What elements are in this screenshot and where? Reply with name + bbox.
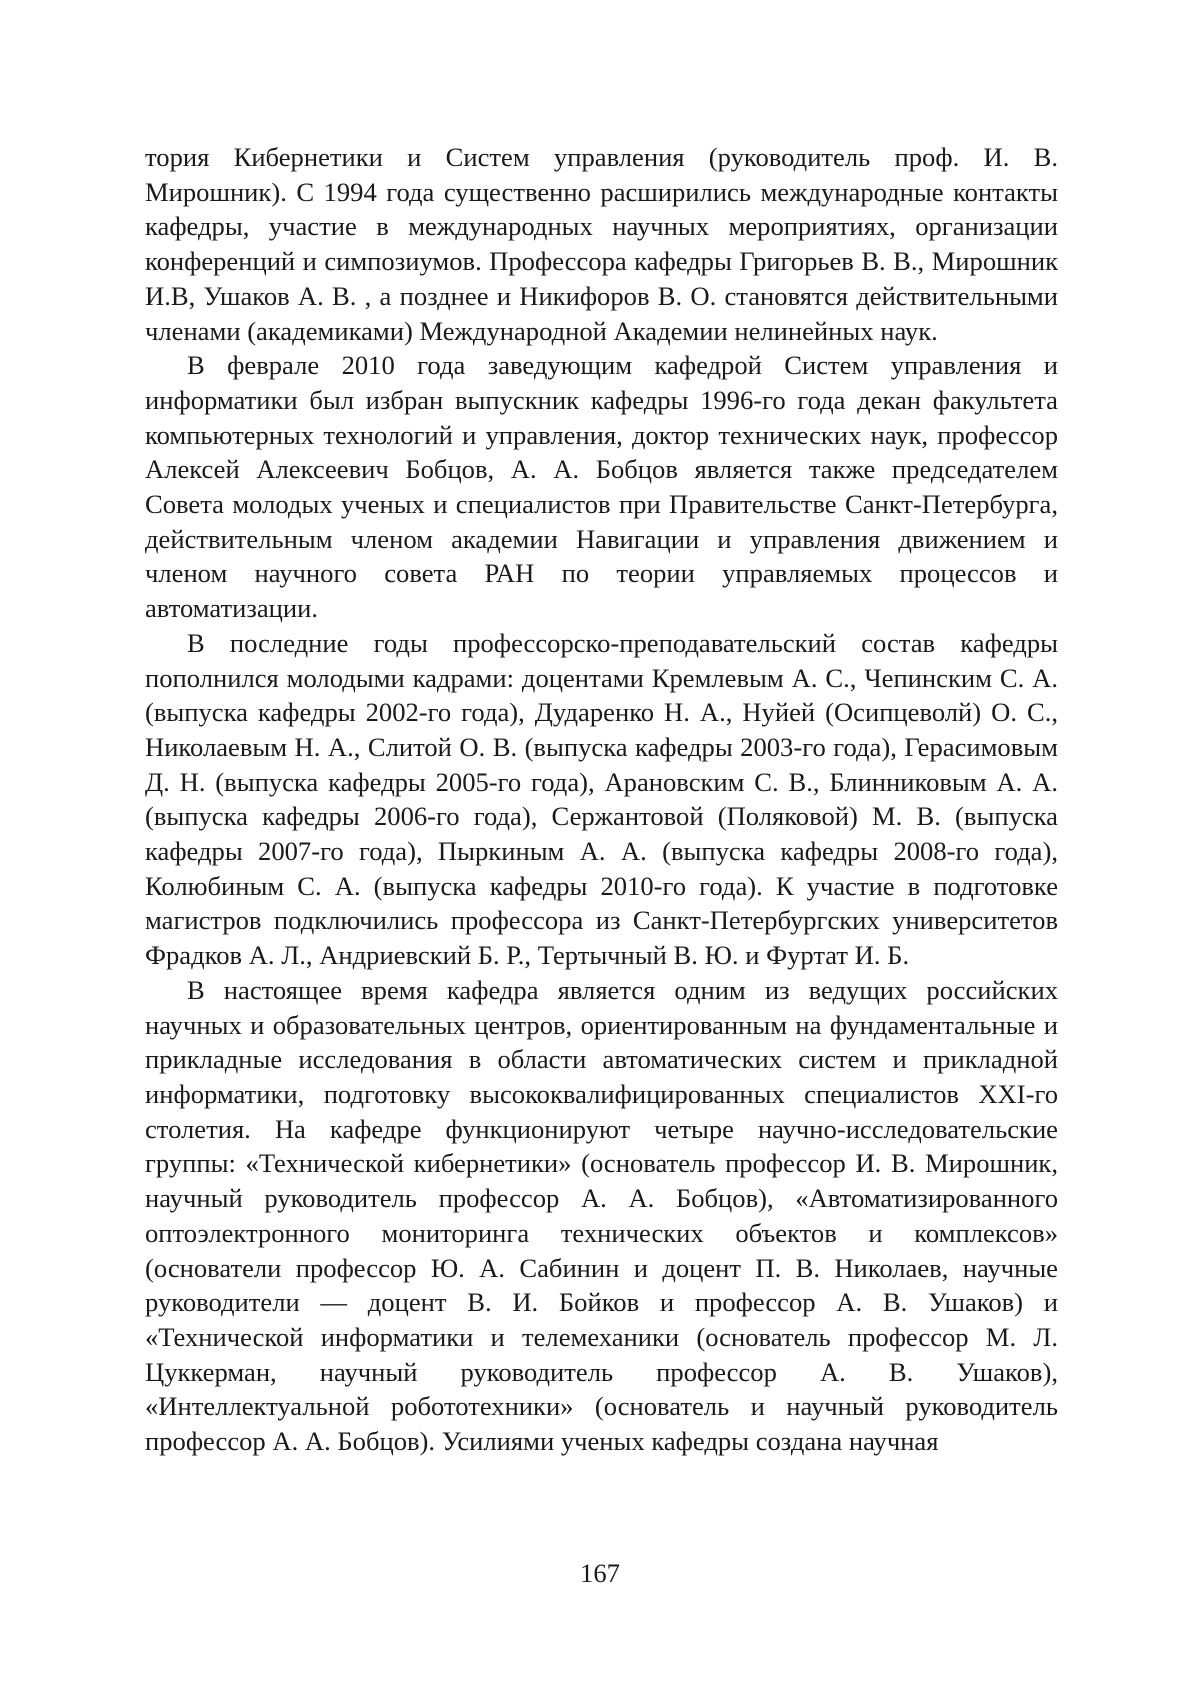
paragraph-young-staff: В последние годы профессорско-преподавательский состав кафедры пополнился молодыми кадрами: доцентами Кремлевым А. С., Чепинским С. А. (выпуска кафедры 2002-го года), Дударенко Н. А., Нуйей (Осипцеволй) О. С., Николаевым Н. А., Слитой О. В. (выпуска кафедры 2003-го года), Герасимовым Д. Н. (выпуска кафедры 2005-го года), Арановским С. В., Блинниковым А. А. (выпуска кафедры 2006-го года), Сержантовой (Поляковой) М. В. (выпуска кафедры 2007-го года), Пыркиным А. А. (выпуска кафедры 2008-го года), Колюбиным С. А. (выпуска кафедры 2010-го года). К участие в подготовке магистров подключились профессора из Санкт-Петербургских университетов Фрадков А. Л., Андриевский Б. Р., Тертычный В. Ю. и Фуртат И. Б. <box>145 627 1058 971</box>
paragraph-continuation: тория Кибернетики и Систем управления (руководитель проф. И. В. Мирошник). С 1994 года существенно расширились международные контакты кафедры, участие в международных научных мероприятиях, организации конференций и симпозиумов. Профессора кафедры Григорьев В. В., Мирошник И.В, Ушаков А. В. , а позднее и Никифоров В. О. становятся действительными членами (академиками) Международной Академии нелинейных наук. <box>145 142 1058 346</box>
page-number: 167 <box>580 1558 620 1588</box>
body-text <box>145 140 1058 1459</box>
paragraph-research-groups: В настоящее время кафедра является одним из ведущих российских научных и образовательных центров, ориентированным на фундаментальные и прикладные исследования в области автоматических систем и прикладной информатики, подготовку высококвалифицированных специалистов XXI-го столетия. На кафедре функционируют четыре научно-исследовательские группы: «Технической кибернетики» (основатель профессор И. В. Мирошник, научный руководитель профессор А. А. Бобцов), «Автоматизированного оптоэлектронного мониторинга технических объектов и комплексов» (основатели профессор Ю. А. Сабинин и доцент П. В. Николаев, научные руководители — доцент В. И. Бойков и профессор А. В. Ушаков) и «Технической информатики и телемеханики (основатель профессор М. Л. Цуккерман, научный руководитель профессор А. В. Ушаков), «Интеллектуальной робототехники» (основатель и научный руководитель профессор А. А. Бобцов). Усилиями ученых кафедры создана научная <box>145 974 1058 1457</box>
paragraph-2010-head-of-department: В феврале 2010 года заведующим кафедрой Систем управления и информатики был избран выпускник кафедры 1996-го года декан факультета компьютерных технологий и управления, доктор технических наук, профессор Алексей Алексеевич Бобцов, А. А. Бобцов является также председателем Совета молодых ученых и специалистов при Правительстве Санкт-Петербурга, действительным членом академии Навигации и управления движением и членом научного совета РАН по теории управляемых процессов и автоматизации. <box>145 350 1058 624</box>
